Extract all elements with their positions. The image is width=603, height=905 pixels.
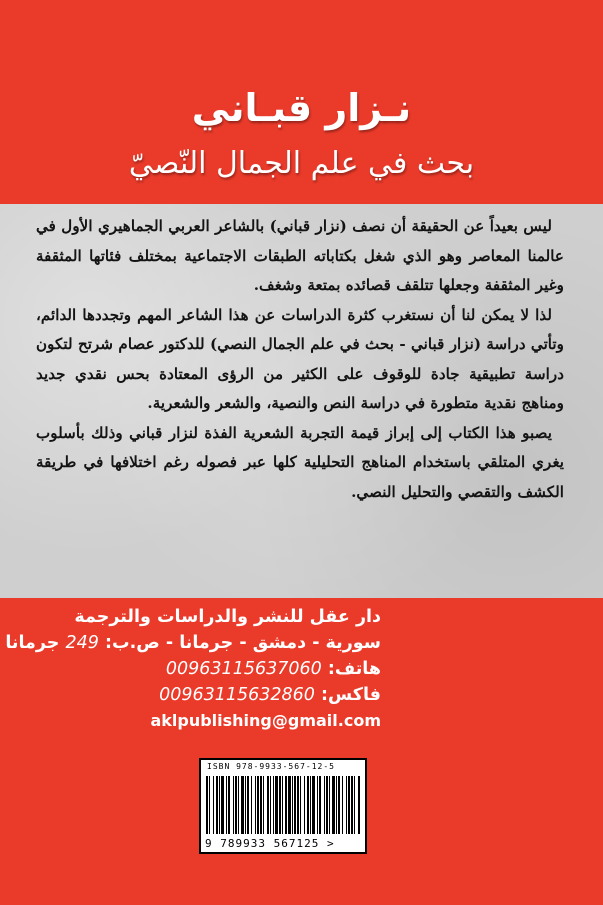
address-prefix: سورية - دمشق - جرمانا - ص.ب:: [104, 633, 381, 653]
publisher-fax: [5, 682, 381, 708]
fax-number: 00963115632860: [159, 685, 315, 705]
barcode-bar: [346, 776, 347, 834]
barcode-bar: [233, 776, 234, 834]
isbn-label: ISBN 978-9933-567-12-5: [207, 762, 335, 771]
book-subtitle: بحث في علم الجمال النّصيّ: [128, 146, 475, 181]
barcode-bar: [354, 776, 355, 834]
isbn-digits: [205, 837, 335, 850]
barcode-bar: [273, 776, 274, 834]
barcode-bar: [317, 776, 318, 834]
barcode-bar: [251, 776, 252, 834]
description-paragraph: لذا لا يمكن لنا أن نستغرب كثرة الدراسات عن هذا الشاعر المهم وتجددها الدائم، وتأتي دراسة (نزار قباني - بحث في علم الجمال النصي) للدكتور عصام شرتح لتكون دراسة تطبيقية جادة للوقوف على الكثير من الرؤى المعتادة بحس نقدي جديد ومناهج نقدية متطورة في دراسة النص والنصية، والشعر والشعرية.: [36, 305, 564, 412]
publisher-email: aklpublishing@gmail.com: [150, 711, 381, 730]
barcode-bar: [351, 776, 353, 834]
barcode-bar: [329, 776, 330, 834]
barcode-bar: [300, 776, 301, 834]
barcode-bar: [319, 776, 321, 834]
barcode-bar: [241, 776, 244, 834]
barcode-bar: [310, 776, 311, 834]
description-paragraph: يصبو هذا الكتاب إلى إبراز قيمة التجربة الشعرية الفذة لنزار قباني وذلك بأسلوب يغري المتلقي باستخدام المناهج التحليلية كلها عبر فصوله رغم اختلافها في طريقة الكشف والتقصي والتحليل النصي.: [36, 423, 564, 501]
barcode-bar: [348, 776, 350, 834]
barcode-bar: [206, 776, 208, 834]
phone-label: هاتف:: [327, 659, 381, 679]
barcode-bar: [338, 776, 340, 834]
barcode-arrow-icon: >: [319, 837, 335, 850]
barcode-bar: [336, 776, 337, 834]
barcode-bar: [245, 776, 246, 834]
barcode-bar: [307, 776, 309, 834]
barcode-bar: [292, 776, 293, 834]
barcode-bar: [297, 776, 299, 834]
publisher-info: [5, 604, 381, 734]
barcode-bar: [275, 776, 278, 834]
barcode-bar: [279, 776, 281, 834]
phone-number: 00963115637060: [165, 659, 322, 679]
description-text: [36, 212, 564, 507]
barcode-bar: [294, 776, 296, 834]
barcode-bar: [209, 776, 210, 834]
author-title: نـزار قبـاني: [191, 86, 412, 130]
barcode-bar: [255, 776, 256, 834]
barcode-bar: [226, 776, 227, 834]
barcode-bar: [342, 776, 343, 834]
po-box: 249: [65, 633, 99, 653]
barcode-bar: [221, 776, 224, 834]
publisher-phone: [5, 656, 381, 682]
barcode-bar: [267, 776, 269, 834]
barcode-bar: [304, 776, 305, 834]
barcode-bar: [270, 776, 271, 834]
isbn-digits-text: 9 789933 567125: [205, 837, 320, 850]
publisher-name: دار عقل للنشر والدراسات والترجمة: [74, 607, 381, 627]
barcode-bar: [257, 776, 259, 834]
publisher-address: [5, 630, 381, 656]
barcode-bar: [332, 776, 335, 834]
barcode-bar: [213, 776, 214, 834]
address-suffix: جرمانا: [5, 633, 60, 653]
barcode-bar: [263, 776, 264, 834]
barcode-bar: [228, 776, 230, 834]
barcode-bar: [238, 776, 239, 834]
fax-label: فاكس:: [321, 685, 381, 705]
barcode-bar: [282, 776, 283, 834]
barcode-bars: [205, 776, 361, 834]
barcode-bar: [247, 776, 249, 834]
barcode-bar: [285, 776, 287, 834]
barcode-bar: [324, 776, 325, 834]
description-paragraph: ليس بعيداً عن الحقيقة أن نصف (نزار قباني) بالشاعر العربي الجماهيري الأول في عالمنا المعاصر وهو الذي شغل بكتاباته الطبقات الاجتماعية بمختلف فئاتها المثقفة وغير المثقفة وجعلها تتلقف قصائده بمتعة وشغف.: [36, 217, 564, 294]
isbn-barcode: [199, 758, 367, 854]
barcode-bar: [216, 776, 218, 834]
barcode-bar: [312, 776, 315, 834]
barcode-bar: [260, 776, 262, 834]
barcode-bar: [235, 776, 237, 834]
barcode-bar: [358, 776, 360, 834]
barcode-bar: [326, 776, 328, 834]
barcode-bar: [219, 776, 220, 834]
barcode-bar: [288, 776, 291, 834]
